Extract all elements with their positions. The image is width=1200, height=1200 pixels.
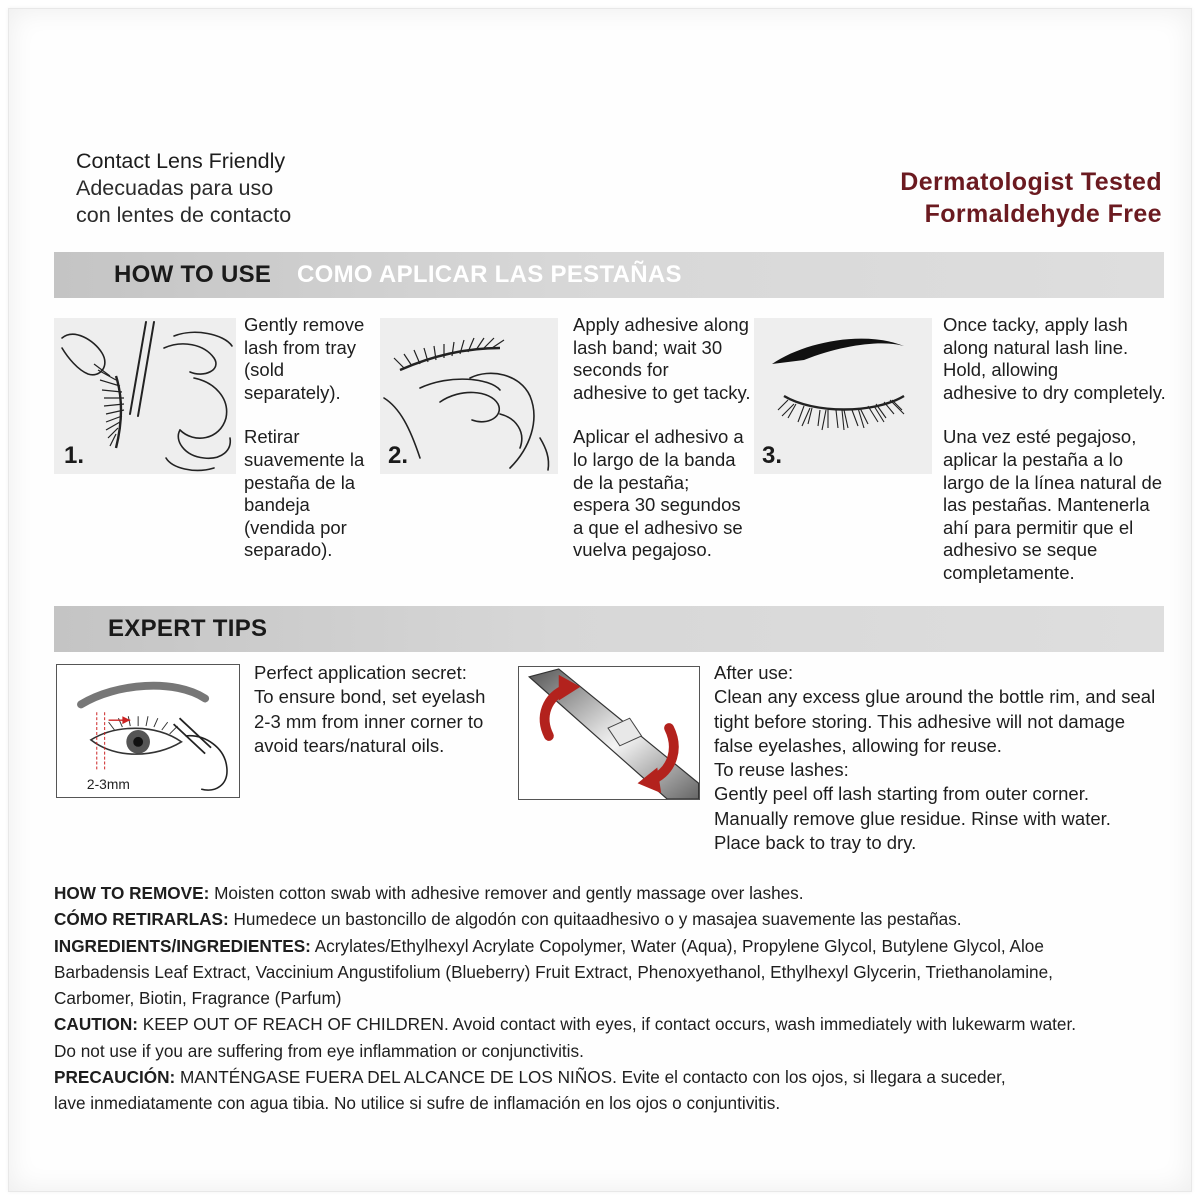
step3-en-line: Hold, allowing xyxy=(943,359,1059,381)
step2-en-line: lash band; wait 30 xyxy=(573,336,723,358)
how-to-remove-label: HOW TO REMOVE: xyxy=(54,883,210,903)
ingredients-line2: Barbadensis Leaf Extract, Vaccinium Angustifolium (Blueberry) Fruit Extract, Phenoxyethanol, Ethylhexyl Glycerin, Triethanolamine, xyxy=(54,961,1053,982)
ingredients-line1: Acrylates/Ethylhexyl Acrylate Copolymer, Water (Aqua), Propylene Glycol, Butylene Glycol, Aloe xyxy=(310,935,1044,956)
step2-es-line: vuelva pegajoso. xyxy=(573,539,712,561)
step1-es-line: separado). xyxy=(244,539,333,561)
step3-es xyxy=(943,426,1166,584)
step3-es-line: adhesivo se seque xyxy=(943,539,1098,561)
tip1-drawing xyxy=(57,665,239,797)
tip2-text xyxy=(714,661,1155,855)
step2-en xyxy=(573,314,751,404)
step-number-3: 3. xyxy=(762,442,783,469)
tip2-line: Place back to tray to dry. xyxy=(714,832,917,854)
como-retirarlas xyxy=(54,906,1174,932)
contact-lens-note xyxy=(76,148,291,229)
step1-es-line: pestaña de la xyxy=(244,471,356,493)
how-to-remove-text: Moisten cotton swab with adhesive remover and gently massage over lashes. xyxy=(209,883,804,903)
how-to-remove xyxy=(54,880,1174,906)
step1-en xyxy=(244,314,364,404)
tip1-line: Perfect application secret: xyxy=(254,662,467,683)
como-retirarlas-label: CÓMO RETIRARLAS: xyxy=(54,909,229,930)
step2-en-line: Apply adhesive along xyxy=(573,314,749,335)
caution-label: CAUTION: xyxy=(54,1014,139,1035)
step1-en-line: Gently remove xyxy=(244,314,365,335)
tip2-drawing xyxy=(519,667,699,799)
step3-text xyxy=(943,314,1166,585)
step2-en-line: seconds for xyxy=(573,359,669,381)
bottle-rim-rotate-illustration-icon xyxy=(518,666,700,800)
step2-es-line: de la pestaña; xyxy=(573,471,690,493)
step3-en-line: Once tacky, apply lash xyxy=(943,314,1128,335)
step2-text xyxy=(573,314,751,562)
step2-es-line: lo largo de la banda xyxy=(573,448,736,470)
tip2-line: To reuse lashes: xyxy=(714,759,849,781)
step3-es-line: las pestañas. Mantenerla xyxy=(943,494,1150,516)
how-to-use-header xyxy=(54,252,1164,298)
step1-es xyxy=(244,426,364,562)
formaldehyde-free: Formaldehyde Free xyxy=(924,200,1162,228)
step1-es-line: bandeja xyxy=(244,494,310,516)
expert-tips-title: EXPERT TIPS xyxy=(108,615,268,642)
step2-es-line: a que el adhesivo se xyxy=(573,516,743,538)
step1-en-line: separately). xyxy=(244,381,341,403)
how-to-use-title: HOW TO USE xyxy=(114,261,272,288)
tip2-line: false eyelashes, allowing for reuse. xyxy=(714,734,1002,756)
step3-es-line: largo de la línea natural de xyxy=(943,471,1163,493)
contact-lens-en: Contact Lens Friendly xyxy=(76,149,286,173)
step3-en xyxy=(943,314,1166,404)
claims-badge xyxy=(900,166,1162,230)
eye-measure-illustration-icon xyxy=(56,664,240,798)
caution-line1: KEEP OUT OF REACH OF CHILDREN. Avoid contact with eyes, if contact occurs, wash immediately with lukewarm water. xyxy=(138,1014,1077,1035)
step2-en-line: adhesive to get tacky. xyxy=(573,381,751,403)
product-info xyxy=(54,880,1174,1117)
step3-es-line: completamente. xyxy=(943,561,1075,583)
step1-en-line: (sold xyxy=(244,359,285,381)
measure-label: 2-3mm xyxy=(86,777,130,793)
step1-es-line: (vendida por xyxy=(244,516,347,538)
tip2-line: Gently peel off lash starting from outer corner. xyxy=(714,783,1089,805)
contact-lens-es-line2: con lentes de contacto xyxy=(76,203,292,227)
step3-es-line: aplicar la pestaña a lo xyxy=(943,448,1123,470)
contact-lens-es-line1: Adecuadas para uso xyxy=(76,176,274,200)
step3-es-line: ahí para permitir que el xyxy=(943,516,1134,538)
step2-es-line: espera 30 segundos xyxy=(573,494,741,516)
caution-line2: Do not use if you are suffering from eye inflammation or conjunctivitis. xyxy=(54,1040,584,1061)
tip2-line: tight before storing. This adhesive will not damage xyxy=(714,710,1126,732)
ingredients xyxy=(54,933,1174,959)
tip1-line: avoid tears/natural oils. xyxy=(254,734,445,756)
step3-en-line: along natural lash line. xyxy=(943,336,1129,358)
step1-text xyxy=(244,314,364,562)
tip2-line: After use: xyxy=(714,662,794,683)
ingredients-label: INGREDIENTS/INGREDIENTES: xyxy=(54,935,311,956)
como-retirarlas-text: Humedece un bastoncillo de algodón con quitaadhesivo o y masajea suavemente las pestañas. xyxy=(228,909,962,930)
tip1-line: 2-3 mm from inner corner to xyxy=(254,710,484,732)
tip1-text xyxy=(254,661,485,758)
step1-es-line: suavemente la xyxy=(244,448,365,470)
precaucion-label: PRECAUCIÓN: xyxy=(54,1067,176,1088)
step-number-2: 2. xyxy=(388,442,409,469)
step1-es-line: Retirar xyxy=(244,426,300,448)
expert-tips-header xyxy=(54,606,1164,652)
ingredients-line3: Carbomer, Biotin, Fragrance (Parfum) xyxy=(54,988,342,1009)
precaucion-line1: MANTÉNGASE FUERA DEL ALCANCE DE LOS NIÑOS. Evite el contacto con los ojos, si llegara a suceder, xyxy=(175,1067,1006,1088)
step3-en-line: adhesive to dry completely. xyxy=(943,381,1166,403)
caution xyxy=(54,1011,1174,1037)
precaucion-line2: lave inmediatamente con agua tibia. No utilice si sufre de inflamación en los ojos o conjuntivitis. xyxy=(54,1093,781,1114)
step1-en-line: lash from tray xyxy=(244,336,357,358)
step2-es-line: Aplicar el adhesivo a xyxy=(573,426,744,448)
step3-es-line: Una vez esté pegajoso, xyxy=(943,426,1137,448)
tip1-line: To ensure bond, set eyelash xyxy=(254,686,486,708)
tip2-line: Manually remove glue residue. Rinse with water. xyxy=(714,807,1111,829)
step2-es xyxy=(573,426,751,562)
dermatologist-tested: Dermatologist Tested xyxy=(900,168,1162,196)
step-number-1: 1. xyxy=(64,442,85,469)
tip2-line: Clean any excess glue around the bottle rim, and seal xyxy=(714,686,1156,708)
how-to-use-title-es: COMO APLICAR LAS PESTAÑAS xyxy=(297,261,682,288)
precaucion xyxy=(54,1064,1174,1090)
